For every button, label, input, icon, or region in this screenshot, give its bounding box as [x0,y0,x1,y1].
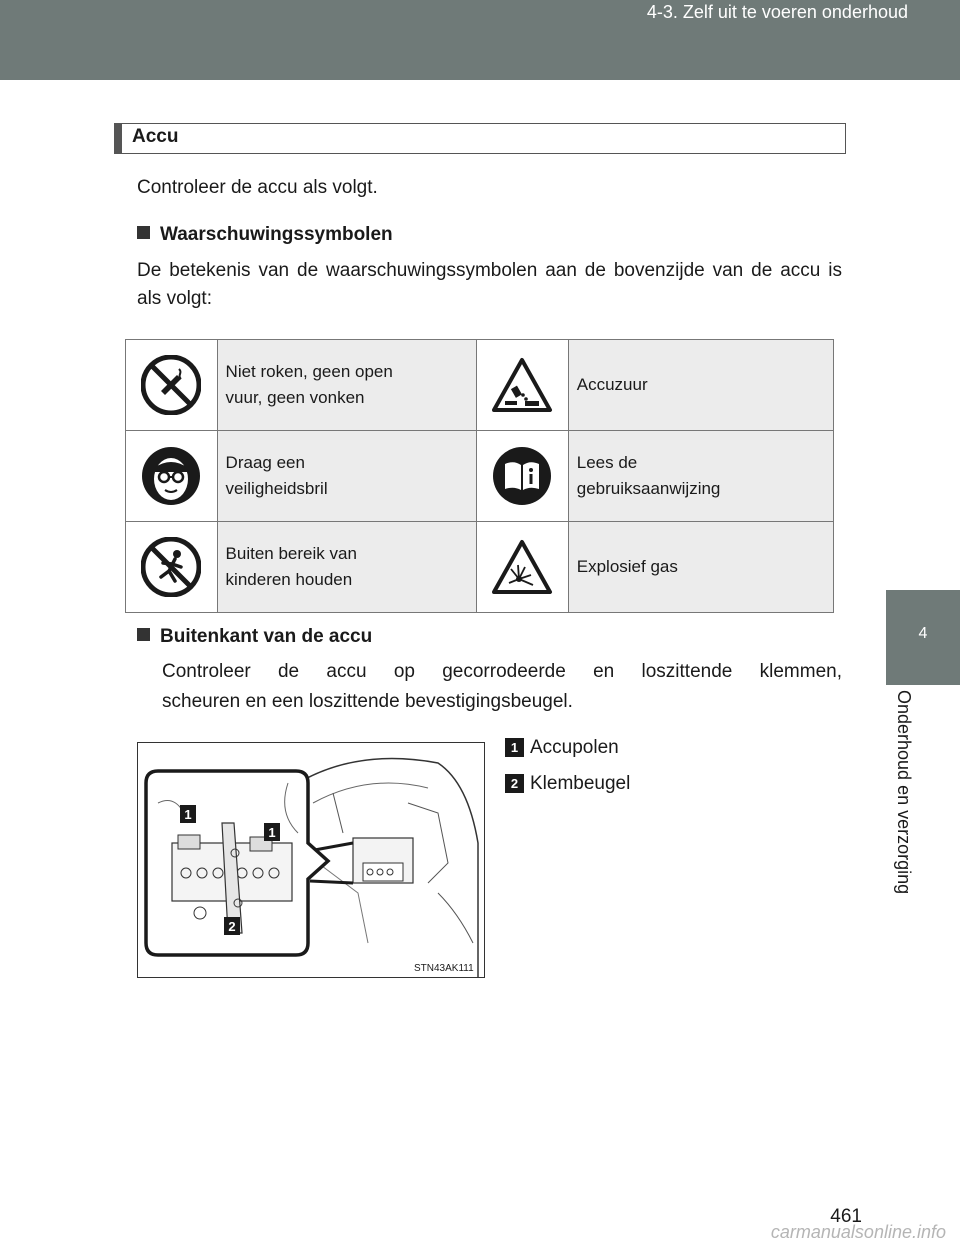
symbol-cell [126,340,218,431]
figure-code: STN43AK111 [414,963,474,974]
bullet-square-icon [137,226,150,239]
symbol-label: Explosief gas [568,522,833,613]
svg-text:1: 1 [268,825,276,840]
symbol-cell [477,522,569,613]
side-tab-background [886,80,960,590]
chapter-number: 4 [918,625,928,642]
callout-2 [224,917,240,935]
battery-figure [137,742,485,978]
legend-item: 1 Accupolen [505,737,619,759]
safety-glasses-icon [140,445,202,507]
battery-acid-icon [491,354,553,416]
callout-1b [264,823,280,841]
page-number: 461 [830,1206,862,1227]
chapter-label-wrap [880,690,940,930]
symbol-label: Buiten bereik van kinderen houden [217,522,477,613]
svg-text:2: 2 [228,919,236,934]
table-row [126,340,834,431]
symbol-label: Lees de gebruiksaanwijzing [568,431,833,522]
read-manual-icon [491,445,553,507]
exterior-description-line2: scheuren en een loszittende bevestigingsbeugel. [162,691,573,712]
warning-symbols-description: De betekenis van de waarschuwingssymbolen aan de bovenzijde van de accu is als volgt: [137,260,842,309]
intro-text: Controleer de accu als volgt. [137,177,378,198]
symbol-cell [477,340,569,431]
table-row [126,522,834,613]
chapter-label: Onderhoud en verzorging [894,690,914,895]
symbol-cell [126,431,218,522]
warning-symbols-table [125,339,834,613]
keep-away-children-icon [140,536,202,598]
breadcrumb: 4-3. Zelf uit te voeren onderhoud [646,2,908,22]
section-heading-box [114,123,846,154]
symbol-cell [477,431,569,522]
legend-item: 2 Klembeugel [505,773,630,795]
engine-bay-illustration [138,743,485,978]
table-row [126,431,834,522]
bullet-square-icon [137,628,150,641]
explosive-gas-icon [491,536,553,598]
symbol-cell [126,522,218,613]
svg-text:1: 1 [184,807,192,822]
no-smoking-icon [140,354,202,416]
symbol-label: Draag een veiligheidsbril [217,431,477,522]
symbol-label: Niet roken, geen open vuur, geen vonken [217,340,477,431]
callout-1a [180,805,196,823]
exterior-heading: Buitenkant van de accu [137,623,372,651]
exterior-description-line1: Controleer de accu op gecorrodeerde en loszittende klemmen, [162,661,842,682]
warning-symbols-heading: Waarschuwingssymbolen [137,221,393,249]
section-title: Accu [132,126,179,147]
symbol-label: Accuzuur [568,340,833,431]
watermark: carmanualsonline.info [770,1222,946,1242]
